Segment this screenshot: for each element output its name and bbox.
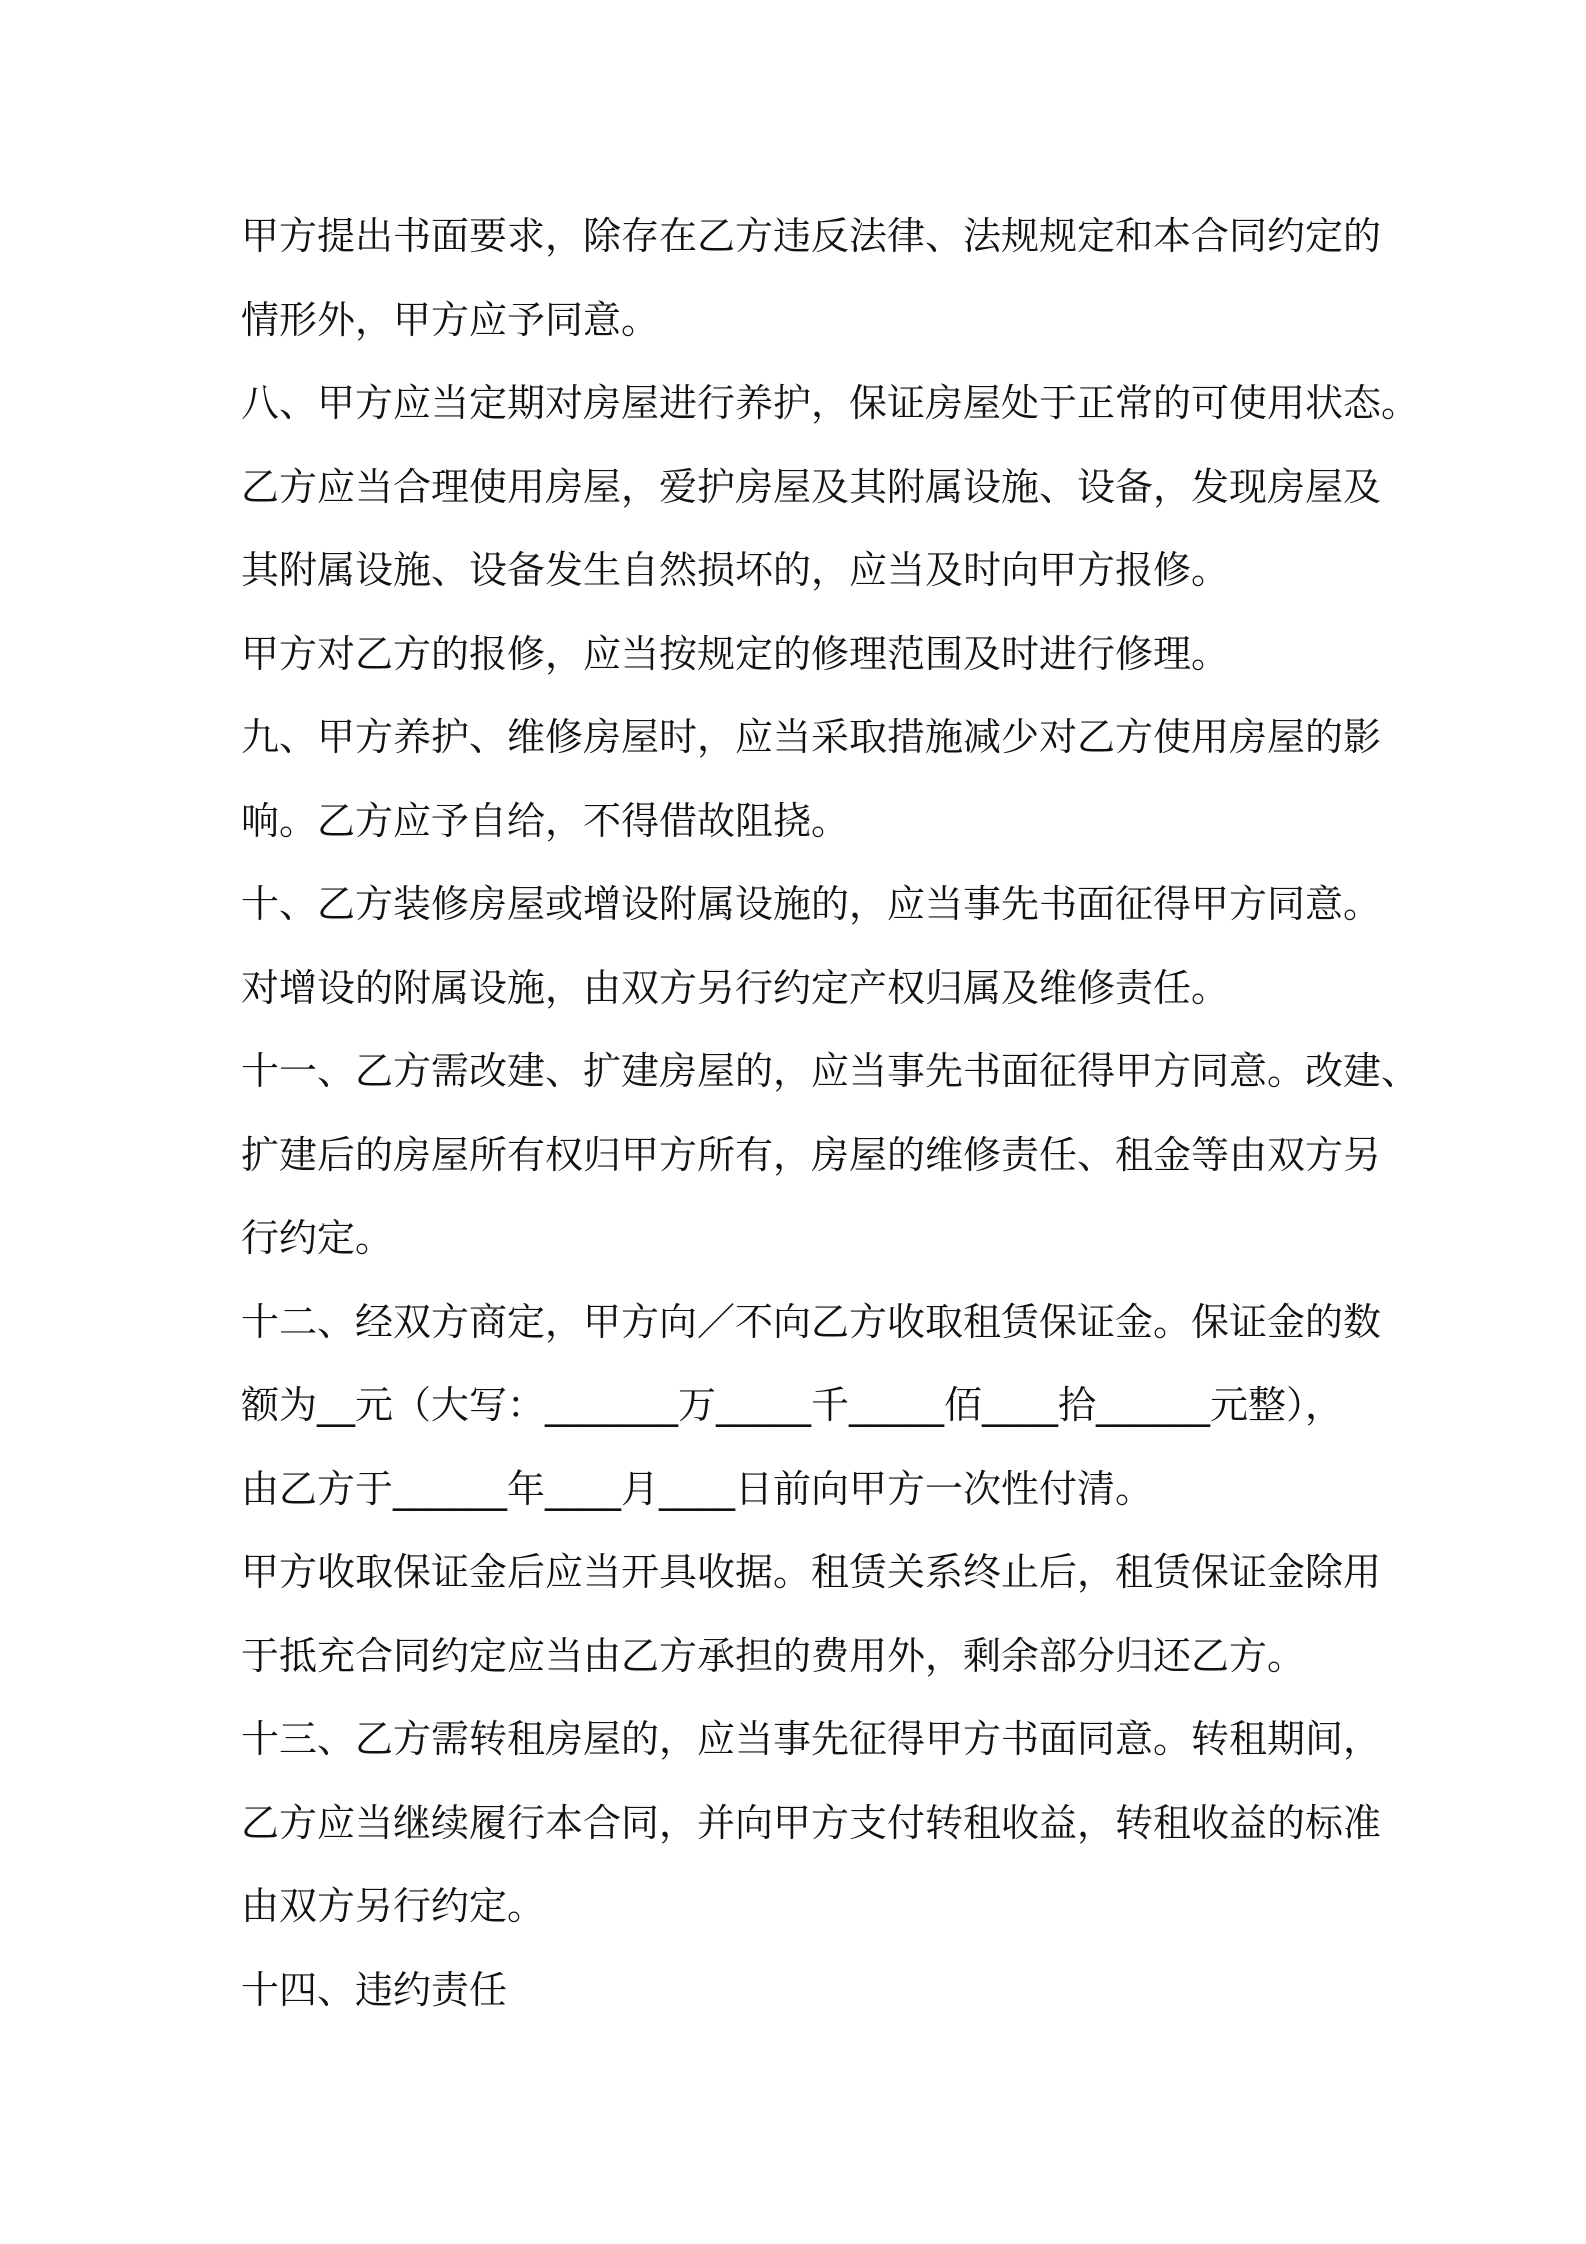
- text-line: 甲方对乙方的报修，应当按规定的修理范围及时进行修理。: [241, 631, 1230, 676]
- clause-8-line: 八、甲方应当定期对房屋进行养护，保证房屋处于正常的可使用状态。: [241, 381, 1420, 425]
- text-line: 响。乙方应予自给，不得借故阻挠。: [241, 798, 850, 843]
- text-line: 对增设的附属设施，由双方另行约定产权归属及维修责任。: [241, 965, 1230, 1010]
- clause-9-line: 九、甲方养护、维修房屋时，应当采取措施减少对乙方使用房屋的影: [241, 715, 1382, 759]
- text-line: 甲方收取保证金后应当开具收据。租赁关系终止后，租赁保证金除用: [241, 1550, 1382, 1594]
- text-line: 由双方另行约定。: [241, 1884, 546, 1928]
- clause-11-line: 十一、乙方需改建、扩建房屋的，应当事先书面征得甲方同意。改建、: [241, 1049, 1420, 1093]
- clause-10-line: 十、乙方装修房屋或增设附属设施的，应当事先书面征得甲方同意。: [241, 882, 1382, 926]
- text-line: 甲方提出书面要求，除存在乙方违反法律、法规规定和本合同约定的: [241, 214, 1382, 258]
- text-line: 行约定。: [241, 1216, 394, 1260]
- contract-body: [241, 195, 1420, 2032]
- text-line: 扩建后的房屋所有权归甲方所有，房屋的维修责任、租金等由双方另: [241, 1132, 1382, 1177]
- text-line: 乙方应当合理使用房屋，爱护房屋及其附属设施、设备，发现房屋及: [241, 464, 1382, 509]
- text-line: 其附属设施、设备发生自然损坏的，应当及时向甲方报修。: [241, 548, 1230, 592]
- text-line: 于抵充合同约定应当由乙方承担的费用外，剩余部分归还乙方。: [241, 1633, 1306, 1678]
- clause-13-line: 十三、乙方需转租房屋的，应当事先征得甲方书面同意。转租期间，: [241, 1717, 1382, 1761]
- clause-14-heading: 十四、违约责任: [241, 1967, 508, 2012]
- deposit-date-line: 由乙方于______年____月____日前向甲方一次性付清。: [241, 1466, 1154, 1511]
- clause-12-line: 十二、经双方商定，甲方向／不向乙方收取租赁保证金。保证金的数: [241, 1299, 1382, 1344]
- deposit-amount-line: 额为__元（大写：_______万_____千_____佰____拾______元整），: [241, 1383, 1344, 1427]
- text-line: 情形外，甲方应予同意。: [241, 297, 660, 342]
- text-line: 乙方应当继续履行本合同，并向甲方支付转租收益，转租收益的标准: [241, 1800, 1382, 1845]
